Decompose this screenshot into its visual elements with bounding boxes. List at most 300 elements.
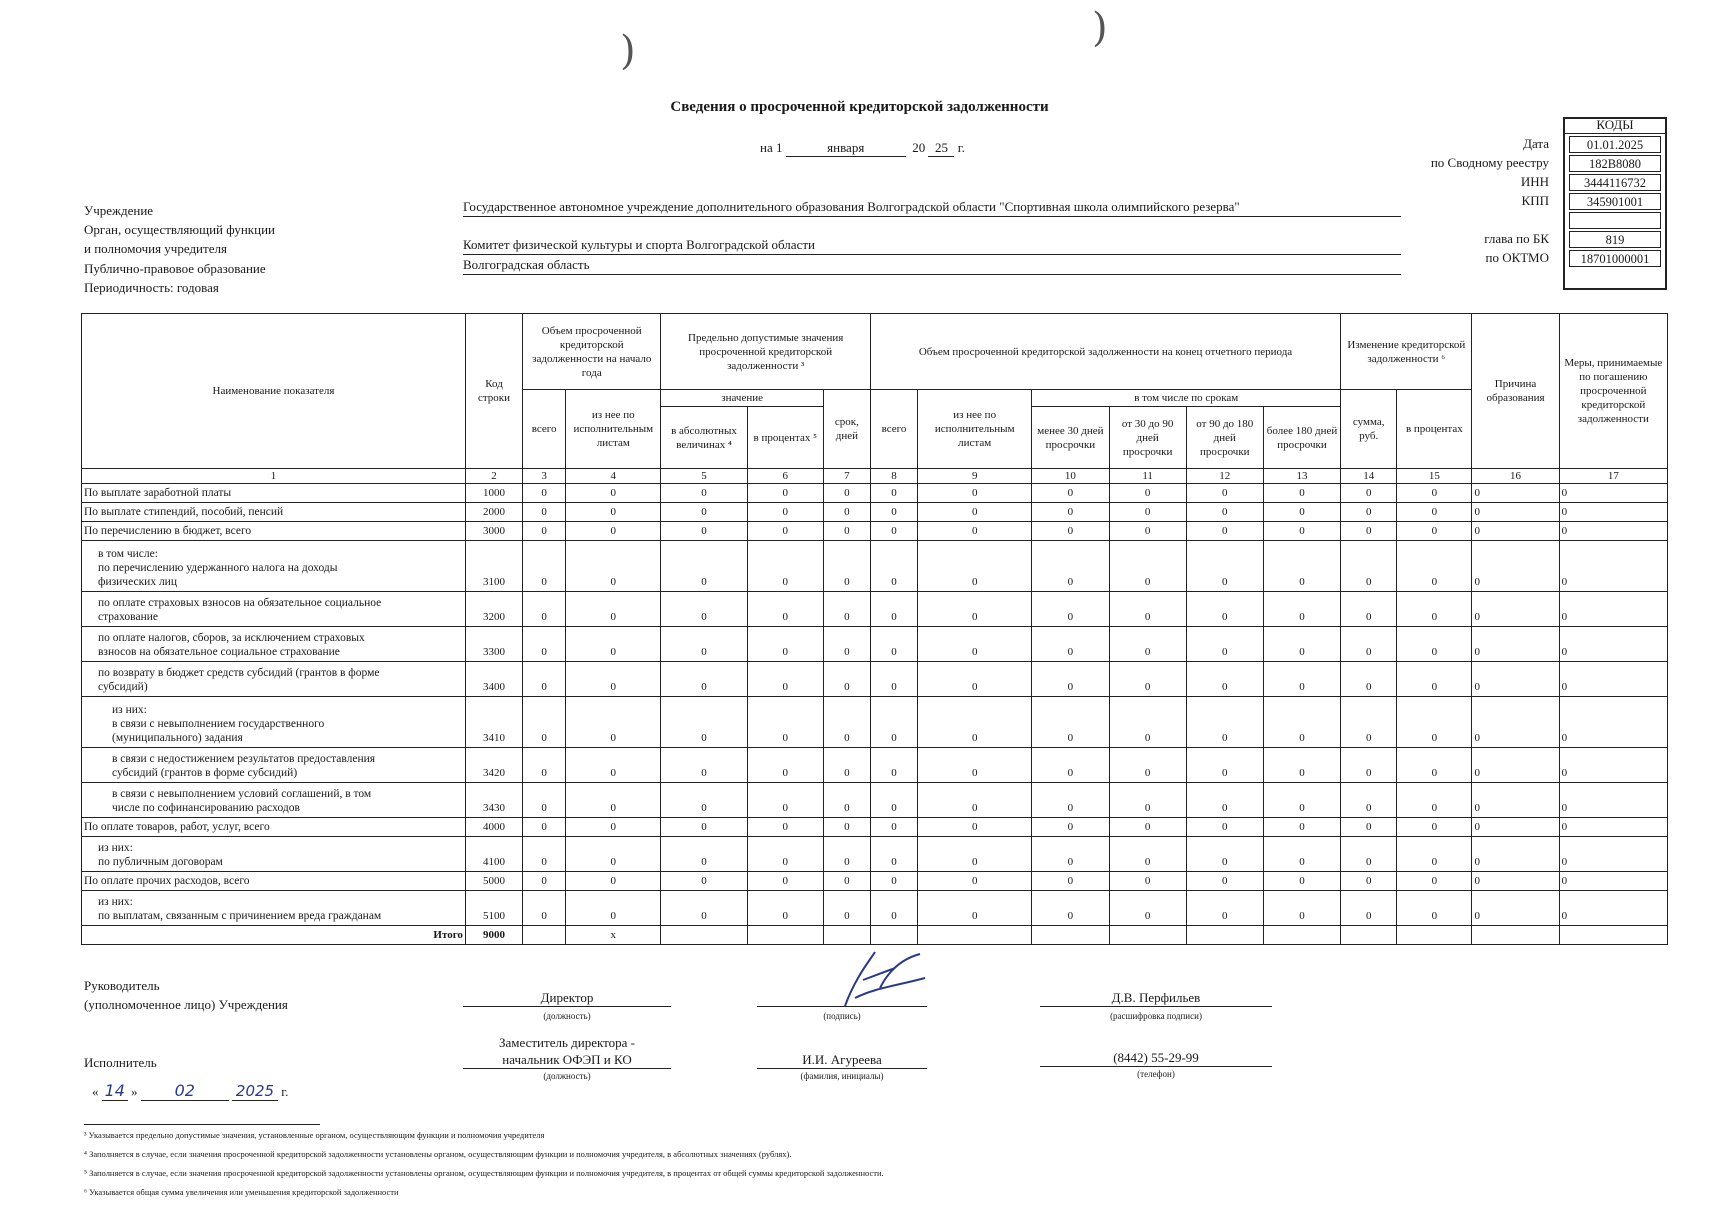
row-name bbox=[82, 697, 466, 748]
total-value bbox=[1032, 926, 1109, 945]
row-name-line: По выплате стипендий, пособий, пенсий bbox=[84, 506, 284, 518]
code-label: ИНН bbox=[1520, 174, 1549, 189]
head-name: Д.В. Перфильев bbox=[1040, 990, 1272, 1007]
head-position: Директор bbox=[463, 990, 671, 1007]
row-value: 0 bbox=[523, 748, 566, 783]
row-value: 0 bbox=[823, 522, 870, 541]
column-number: 6 bbox=[747, 469, 823, 484]
row-name bbox=[82, 522, 466, 541]
header-term-3: от 90 до 180 дней просрочки bbox=[1186, 407, 1263, 469]
row-value: 0 bbox=[1341, 783, 1397, 818]
exec-phone: (8442) 55-29-99 bbox=[1040, 1050, 1272, 1067]
caption-signature: (подпись) bbox=[823, 1011, 861, 1021]
row-name-line: по выплатам, связанным с причинением вреда гражданам bbox=[98, 910, 382, 922]
label-head: Руководитель bbox=[84, 978, 160, 993]
row-value: 0 bbox=[823, 541, 870, 592]
row-name-line: в связи с недостижением результатов предоставления bbox=[112, 753, 376, 765]
row-name bbox=[82, 541, 466, 592]
row-value: 0 bbox=[1186, 541, 1263, 592]
row-name-line: по возврату в бюджет средств субсидий (грантов в форме bbox=[98, 667, 380, 679]
column-number: 12 bbox=[1186, 469, 1263, 484]
row-value: 0 bbox=[870, 837, 917, 872]
row-value: 0 bbox=[1032, 748, 1109, 783]
row-value: 0 bbox=[870, 818, 917, 837]
header-limit-abs: в абсолютных величинах ⁴ bbox=[661, 407, 747, 469]
caption-phone: (телефон) bbox=[1137, 1069, 1175, 1079]
field-organ: Комитет физической культуры и спорта Волгоградской области bbox=[463, 237, 1401, 255]
row-code: 5100 bbox=[465, 891, 522, 926]
column-number: 2 bbox=[465, 469, 522, 484]
row-value: 0 bbox=[1559, 503, 1667, 522]
row-value: 0 bbox=[566, 627, 661, 662]
header-change-sum: сумма, руб. bbox=[1341, 390, 1397, 469]
row-value: 0 bbox=[1341, 891, 1397, 926]
row-value: 0 bbox=[1472, 748, 1559, 783]
row-value: 0 bbox=[1109, 541, 1186, 592]
row-value: 0 bbox=[870, 872, 917, 891]
code-value: 18701000001 bbox=[1569, 250, 1661, 267]
row-name-line: субсидий) bbox=[98, 681, 148, 693]
row-value: 0 bbox=[747, 872, 823, 891]
footnote-3: ³ Указывается предельно допустимые значения, установленные органом, осуществляющим функции и полномочия учредителя bbox=[84, 1130, 545, 1140]
header-end-terms: в том числе по срокам bbox=[1032, 390, 1341, 407]
row-value: 0 bbox=[1472, 837, 1559, 872]
field-public-entity: Волгоградская область bbox=[463, 257, 1401, 275]
row-value: 0 bbox=[870, 783, 917, 818]
row-value: 0 bbox=[1263, 592, 1340, 627]
row-value: 0 bbox=[1341, 662, 1397, 697]
column-number: 7 bbox=[823, 469, 870, 484]
row-value: 0 bbox=[1341, 484, 1397, 503]
row-value: 0 bbox=[1559, 837, 1667, 872]
row-value: 0 bbox=[823, 748, 870, 783]
row-name-line: (муниципального) задания bbox=[112, 732, 243, 744]
row-value: 0 bbox=[1559, 627, 1667, 662]
header-limit-days: срок, дней bbox=[823, 390, 870, 469]
header-term-4: более 180 дней просрочки bbox=[1263, 407, 1340, 469]
code-value bbox=[1569, 212, 1661, 229]
row-value: 0 bbox=[661, 891, 747, 926]
table-row bbox=[82, 662, 1668, 697]
row-name bbox=[82, 627, 466, 662]
label-periodicity: Периодичность: годовая bbox=[84, 280, 219, 295]
row-value: 0 bbox=[747, 541, 823, 592]
row-value: 0 bbox=[566, 662, 661, 697]
header-start-exec: из нее по исполнительным листам bbox=[566, 390, 661, 469]
row-value: 0 bbox=[823, 627, 870, 662]
label-executor: Исполнитель bbox=[84, 1055, 157, 1070]
row-value: 0 bbox=[1032, 837, 1109, 872]
row-value: 0 bbox=[823, 837, 870, 872]
row-name bbox=[82, 891, 466, 926]
row-value: 0 bbox=[1397, 748, 1472, 783]
row-value: 0 bbox=[1109, 818, 1186, 837]
row-name bbox=[82, 484, 466, 503]
column-number: 9 bbox=[918, 469, 1032, 484]
row-value: 0 bbox=[823, 484, 870, 503]
table-row bbox=[82, 872, 1668, 891]
row-value: 0 bbox=[1559, 541, 1667, 592]
row-value: 0 bbox=[1397, 697, 1472, 748]
scan-artifact: ) bbox=[1092, 5, 1108, 51]
row-value: 0 bbox=[823, 872, 870, 891]
row-value: 0 bbox=[661, 503, 747, 522]
row-value: 0 bbox=[661, 522, 747, 541]
row-value: 0 bbox=[1472, 503, 1559, 522]
row-value: 0 bbox=[1472, 662, 1559, 697]
row-value: 0 bbox=[661, 484, 747, 503]
exec-name: И.И. Агуреева bbox=[757, 1052, 927, 1069]
label-organ-2: и полномочия учредителя bbox=[84, 241, 227, 256]
header-limit-group: Предельно допустимые значения просроченной кредиторской задолженности ³ bbox=[661, 314, 871, 390]
row-name-line: по публичным договорам bbox=[98, 856, 223, 868]
row-value: 0 bbox=[1263, 748, 1340, 783]
row-code: 3200 bbox=[465, 592, 522, 627]
row-value: 0 bbox=[870, 484, 917, 503]
code-value: 3444116732 bbox=[1569, 174, 1661, 191]
row-name-line: в связи с невыполнением государственного bbox=[112, 718, 325, 730]
row-value: 0 bbox=[918, 484, 1032, 503]
row-value: 0 bbox=[1472, 484, 1559, 503]
row-value: 0 bbox=[1472, 592, 1559, 627]
row-name-line: по оплате налогов, сборов, за исключением страховых bbox=[98, 632, 365, 644]
row-value: 0 bbox=[870, 662, 917, 697]
total-value bbox=[1263, 926, 1340, 945]
row-value: 0 bbox=[1032, 484, 1109, 503]
row-value: 0 bbox=[1472, 697, 1559, 748]
table-row bbox=[82, 891, 1668, 926]
date-year-prefix: 20 bbox=[912, 140, 926, 155]
row-name-line: По перечислению в бюджет, всего bbox=[84, 525, 252, 537]
row-value: 0 bbox=[566, 541, 661, 592]
row-value: 0 bbox=[1186, 522, 1263, 541]
row-value: 0 bbox=[661, 748, 747, 783]
header-term-2: от 30 до 90 дней просрочки bbox=[1109, 407, 1186, 469]
table-row bbox=[82, 627, 1668, 662]
column-number: 4 bbox=[566, 469, 661, 484]
row-value: 0 bbox=[523, 872, 566, 891]
row-value: 0 bbox=[566, 697, 661, 748]
row-value: 0 bbox=[566, 818, 661, 837]
row-value: 0 bbox=[1397, 503, 1472, 522]
report-date-line bbox=[760, 140, 965, 157]
row-value: 0 bbox=[1341, 837, 1397, 872]
header-limit-value: значение bbox=[661, 390, 823, 407]
row-value: 0 bbox=[661, 627, 747, 662]
row-value: 0 bbox=[1472, 891, 1559, 926]
row-value: 0 bbox=[1186, 783, 1263, 818]
row-value: 0 bbox=[523, 592, 566, 627]
row-name-line: в том числе: bbox=[98, 548, 158, 560]
header-end-group: Объем просроченной кредиторской задолженности на конец отчетного периода bbox=[870, 314, 1340, 390]
header-start-group: Объем просроченной кредиторской задолженности на начало года bbox=[523, 314, 661, 390]
row-name-line: По оплате товаров, работ, услуг, всего bbox=[84, 821, 270, 833]
row-value: 0 bbox=[661, 818, 747, 837]
row-value: 0 bbox=[1032, 662, 1109, 697]
row-name-line: из них: bbox=[98, 842, 133, 854]
code-label: глава по БК bbox=[1484, 231, 1549, 246]
row-value: 0 bbox=[1341, 522, 1397, 541]
row-value: 0 bbox=[823, 592, 870, 627]
row-value: 0 bbox=[918, 891, 1032, 926]
row-value: 0 bbox=[1263, 484, 1340, 503]
row-value: 0 bbox=[1397, 627, 1472, 662]
column-number: 3 bbox=[523, 469, 566, 484]
row-value: 0 bbox=[1109, 748, 1186, 783]
row-value: 0 bbox=[1263, 627, 1340, 662]
row-value: 0 bbox=[1186, 697, 1263, 748]
row-value: 0 bbox=[918, 872, 1032, 891]
header-end-total: всего bbox=[870, 390, 917, 469]
header-reason: Причина образования bbox=[1472, 314, 1559, 469]
row-value: 0 bbox=[1263, 818, 1340, 837]
table-row bbox=[82, 592, 1668, 627]
row-value: 0 bbox=[1397, 662, 1472, 697]
field-institution: Государственное автономное учреждение дополнительного образования Волгоградской области "Спортивная школа олимпийского резерва" bbox=[463, 199, 1401, 217]
row-value: 0 bbox=[1263, 503, 1340, 522]
row-value: 0 bbox=[1397, 891, 1472, 926]
row-value: 0 bbox=[1341, 592, 1397, 627]
row-value: 0 bbox=[918, 541, 1032, 592]
row-value: 0 bbox=[1472, 872, 1559, 891]
row-value: 0 bbox=[747, 891, 823, 926]
row-value: 0 bbox=[523, 627, 566, 662]
row-value: 0 bbox=[747, 503, 823, 522]
row-value: 0 bbox=[566, 837, 661, 872]
row-name-line: числе по софинансированию расходов bbox=[112, 802, 300, 814]
scan-artifact: ) bbox=[620, 28, 636, 74]
row-value: 0 bbox=[918, 662, 1032, 697]
table-row bbox=[82, 837, 1668, 872]
date-suffix: г. bbox=[957, 140, 965, 155]
column-number: 13 bbox=[1263, 469, 1340, 484]
row-value: 0 bbox=[566, 522, 661, 541]
table-row bbox=[82, 484, 1668, 503]
row-value: 0 bbox=[1109, 783, 1186, 818]
table-row bbox=[82, 818, 1668, 837]
row-value: 0 bbox=[661, 872, 747, 891]
row-value: 0 bbox=[870, 891, 917, 926]
row-value: 0 bbox=[523, 891, 566, 926]
column-number: 11 bbox=[1109, 469, 1186, 484]
row-value: 0 bbox=[823, 662, 870, 697]
label-public-entity: Публично-правовое образование bbox=[84, 261, 266, 276]
row-value: 0 bbox=[747, 837, 823, 872]
header-measures: Меры, принимаемые по погашению просроченной кредиторской задолженности bbox=[1559, 314, 1667, 469]
row-value: 0 bbox=[747, 627, 823, 662]
header-term-1: менее 30 дней просрочки bbox=[1032, 407, 1109, 469]
row-value: 0 bbox=[1472, 627, 1559, 662]
row-value: 0 bbox=[918, 748, 1032, 783]
date-prefix: на 1 bbox=[760, 140, 783, 155]
row-value: 0 bbox=[661, 697, 747, 748]
row-code: 4000 bbox=[465, 818, 522, 837]
label-organ-1: Орган, осуществляющий функции bbox=[84, 222, 275, 237]
row-value: 0 bbox=[1109, 627, 1186, 662]
row-value: 0 bbox=[1341, 541, 1397, 592]
row-value: 0 bbox=[823, 818, 870, 837]
row-value: 0 bbox=[1472, 818, 1559, 837]
row-value: 0 bbox=[1559, 697, 1667, 748]
row-value: 0 bbox=[918, 627, 1032, 662]
row-value: 0 bbox=[1341, 748, 1397, 783]
row-value: 0 bbox=[1559, 522, 1667, 541]
label-head-2: (уполномоченное лицо) Учреждения bbox=[84, 997, 288, 1012]
row-code: 3300 bbox=[465, 627, 522, 662]
row-value: 0 bbox=[823, 891, 870, 926]
row-value: 0 bbox=[1559, 662, 1667, 697]
label-institution: Учреждение bbox=[84, 203, 154, 218]
code-label: по ОКТМО bbox=[1485, 250, 1549, 265]
row-value: 0 bbox=[870, 592, 917, 627]
row-value: 0 bbox=[1263, 837, 1340, 872]
row-value: 0 bbox=[1186, 484, 1263, 503]
row-value: 0 bbox=[870, 627, 917, 662]
row-value: 0 bbox=[1263, 522, 1340, 541]
caption-exec-position: (должность) bbox=[543, 1071, 591, 1081]
row-value: 0 bbox=[1263, 541, 1340, 592]
total-value bbox=[523, 926, 566, 945]
total-row bbox=[82, 926, 1668, 945]
row-value: 0 bbox=[566, 748, 661, 783]
date-month: января bbox=[786, 140, 906, 157]
caption-position: (должность) bbox=[543, 1011, 591, 1021]
table-row bbox=[82, 748, 1668, 783]
row-value: 0 bbox=[1109, 592, 1186, 627]
total-value bbox=[1559, 926, 1667, 945]
header-code: Код строки bbox=[465, 314, 522, 469]
row-value: 0 bbox=[1109, 522, 1186, 541]
row-value: 0 bbox=[918, 837, 1032, 872]
row-value: 0 bbox=[1032, 872, 1109, 891]
footnote-4: ⁴ Заполняется в случае, если значения просроченной кредиторской задолженности установлены органом, осуществляющим функции и полномочия учредителя, в абсолютных значениях (рублях). bbox=[84, 1149, 792, 1159]
row-value: 0 bbox=[747, 748, 823, 783]
row-code: 3430 bbox=[465, 783, 522, 818]
row-value: 0 bbox=[1559, 748, 1667, 783]
row-value: 0 bbox=[747, 662, 823, 697]
handwritten-signature bbox=[825, 948, 935, 1010]
fill-date-suffix: г. bbox=[281, 1084, 289, 1099]
row-value: 0 bbox=[1186, 837, 1263, 872]
row-code: 1000 bbox=[465, 484, 522, 503]
column-number: 1 bbox=[82, 469, 466, 484]
row-value: 0 bbox=[1472, 522, 1559, 541]
row-code: 2000 bbox=[465, 503, 522, 522]
code-value: 182В8080 bbox=[1569, 155, 1661, 172]
row-value: 0 bbox=[1341, 818, 1397, 837]
row-value: 0 bbox=[1109, 837, 1186, 872]
row-value: 0 bbox=[1559, 783, 1667, 818]
codes-header: КОДЫ bbox=[1563, 117, 1667, 134]
row-value: 0 bbox=[1032, 818, 1109, 837]
row-value: 0 bbox=[1186, 872, 1263, 891]
footnote-rule bbox=[84, 1124, 320, 1125]
row-value: 0 bbox=[1263, 783, 1340, 818]
code-label: Дата bbox=[1523, 136, 1549, 151]
row-value: 0 bbox=[1472, 541, 1559, 592]
total-value bbox=[823, 926, 870, 945]
row-name bbox=[82, 592, 466, 627]
row-value: 0 bbox=[823, 697, 870, 748]
row-value: 0 bbox=[1109, 484, 1186, 503]
row-value: 0 bbox=[523, 541, 566, 592]
row-value: 0 bbox=[566, 783, 661, 818]
overdue-debt-table bbox=[81, 313, 1668, 945]
total-label: Итого bbox=[82, 926, 466, 945]
row-value: 0 bbox=[1397, 872, 1472, 891]
row-name bbox=[82, 783, 466, 818]
total-value bbox=[870, 926, 917, 945]
row-value: 0 bbox=[918, 783, 1032, 818]
row-value: 0 bbox=[1559, 891, 1667, 926]
row-value: 0 bbox=[523, 837, 566, 872]
row-value: 0 bbox=[1032, 627, 1109, 662]
footnote-6: ⁶ Указывается общая сумма увеличения или уменьшения кредиторской задолженности bbox=[84, 1187, 399, 1197]
row-code: 3420 bbox=[465, 748, 522, 783]
row-name-line: По оплате прочих расходов, всего bbox=[84, 875, 250, 887]
exec-position-2: начальник ОФЭП и КО bbox=[463, 1052, 671, 1069]
row-name-line: из них: bbox=[112, 704, 147, 716]
row-value: 0 bbox=[523, 522, 566, 541]
code-label: КПП bbox=[1521, 193, 1549, 208]
row-value: 0 bbox=[566, 484, 661, 503]
caption-fio: (фамилия, инициалы) bbox=[800, 1071, 884, 1081]
row-value: 0 bbox=[823, 503, 870, 522]
header-end-exec: из нее по исполнительным листам bbox=[918, 390, 1032, 469]
row-value: 0 bbox=[1263, 891, 1340, 926]
row-value: 0 bbox=[566, 503, 661, 522]
total-value bbox=[747, 926, 823, 945]
row-code: 3410 bbox=[465, 697, 522, 748]
row-value: 0 bbox=[1472, 783, 1559, 818]
total-code: 9000 bbox=[465, 926, 522, 945]
row-value: 0 bbox=[1186, 503, 1263, 522]
total-value bbox=[918, 926, 1032, 945]
row-value: 0 bbox=[661, 541, 747, 592]
row-value: 0 bbox=[1186, 592, 1263, 627]
row-name-line: По выплате заработной платы bbox=[84, 487, 232, 499]
row-value: 0 bbox=[523, 818, 566, 837]
row-name bbox=[82, 872, 466, 891]
row-name bbox=[82, 837, 466, 872]
row-value: 0 bbox=[1397, 818, 1472, 837]
row-value: 0 bbox=[1109, 872, 1186, 891]
row-value: 0 bbox=[1186, 627, 1263, 662]
row-value: 0 bbox=[566, 891, 661, 926]
total-value bbox=[1397, 926, 1472, 945]
row-value: 0 bbox=[870, 503, 917, 522]
row-code: 3000 bbox=[465, 522, 522, 541]
row-value: 0 bbox=[1032, 891, 1109, 926]
row-value: 0 bbox=[1109, 891, 1186, 926]
row-name-line: страхование bbox=[98, 611, 158, 623]
row-value: 0 bbox=[918, 818, 1032, 837]
table-row bbox=[82, 783, 1668, 818]
column-number: 16 bbox=[1472, 469, 1559, 484]
row-value: 0 bbox=[1186, 748, 1263, 783]
column-number: 5 bbox=[661, 469, 747, 484]
row-value: 0 bbox=[747, 522, 823, 541]
row-value: 0 bbox=[1109, 503, 1186, 522]
column-number: 14 bbox=[1341, 469, 1397, 484]
row-value: 0 bbox=[1397, 592, 1472, 627]
exec-position-1: Заместитель директора - bbox=[499, 1035, 635, 1050]
row-value: 0 bbox=[1559, 872, 1667, 891]
fill-date-year: 2025 bbox=[232, 1082, 278, 1101]
total-value bbox=[1109, 926, 1186, 945]
table-row bbox=[82, 503, 1668, 522]
column-number: 17 bbox=[1559, 469, 1667, 484]
